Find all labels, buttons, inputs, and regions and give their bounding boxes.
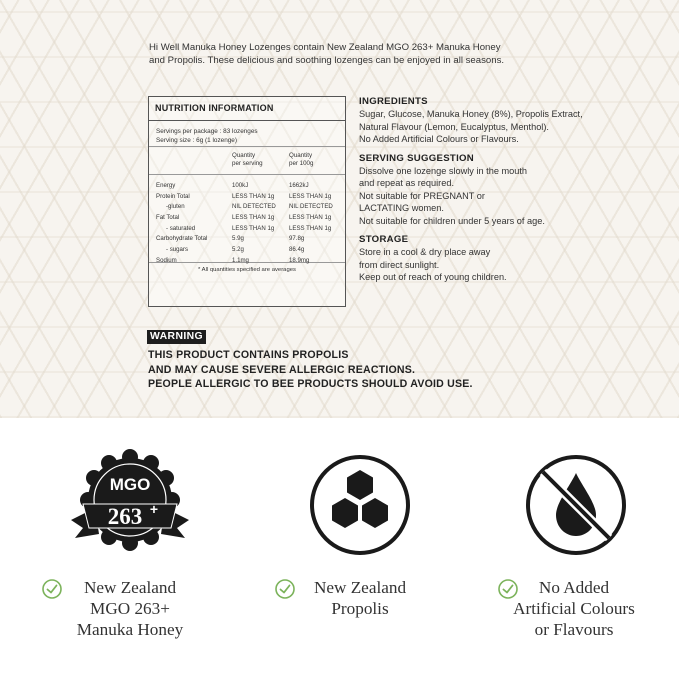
feature-mgo-line-3: Manuka Honey (76, 619, 184, 639)
feature-no-colours-line-2: Artificial Colours (513, 598, 635, 618)
nutrient-per-100g: NIL DETECTED (289, 203, 333, 211)
storage-line-1: Store in a cool & dry place away (359, 247, 491, 258)
intro-line-2: and Propolis. These delicious and soothing lozenges can be enjoyed in all seasons. (149, 55, 505, 66)
nutrition-row (149, 192, 345, 203)
warning-text (148, 348, 568, 392)
feature-propolis-text (260, 578, 460, 620)
nutrient-per-100g: LESS THAN 1g (289, 214, 332, 222)
warning-line-3: PEOPLE ALLERGIC TO BEE PRODUCTS SHOULD AVOID USE. (148, 378, 473, 390)
intro-text (149, 41, 549, 67)
product-details (359, 96, 619, 291)
nutrient-name: Fat Total (156, 214, 180, 222)
serving-section (359, 153, 619, 227)
feature-mgo-line-1: New Zealand (83, 578, 177, 597)
nutrition-title: NUTRITION INFORMATION (149, 97, 345, 121)
feature-mgo (30, 448, 230, 668)
nutrition-row (149, 181, 345, 192)
nutrition-row (149, 202, 345, 213)
ingredients-heading: INGREDIENTS (359, 96, 428, 107)
ingredients-line-3: No Added Artificial Colours or Flavours. (359, 134, 519, 145)
feature-no-colours-text (474, 578, 674, 640)
warning-label: WARNING (147, 330, 206, 344)
serving-info (149, 121, 345, 147)
nutrient-per-serving: LESS THAN 1g (232, 224, 275, 232)
ingredients-line-1: Sugar, Glucose, Manuka Honey (8%), Propolis Extract, (359, 109, 583, 120)
serving-text (359, 165, 619, 227)
serving-heading: SERVING SUGGESTION (359, 152, 475, 164)
serving-line-5: Not suitable for children under 5 years of age. (359, 215, 545, 226)
no-colour-drop-icon (480, 448, 679, 558)
nutrient-per-100g: LESS THAN 1g (289, 224, 332, 232)
nutrient-per-100g: 18.9mg (289, 256, 310, 264)
nutrition-table (148, 96, 346, 307)
nutrient-per-100g: 97.8g (289, 235, 305, 243)
badge-mgo-text: MGO (109, 475, 151, 494)
feature-mgo-text (30, 578, 230, 640)
nutrient-name: Energy (156, 182, 176, 189)
nutrient-per-100g: 86.4g (289, 246, 305, 254)
storage-heading: STORAGE (359, 234, 409, 246)
serving-line-3: Not suitable for PREGNANT or (359, 190, 485, 201)
serving-line-1: Dissolve one lozenge slowly in the mouth (359, 166, 528, 177)
honeycomb-icon (240, 448, 440, 558)
storage-section (359, 234, 619, 284)
per-100g-header-line-2: per 100g (289, 160, 314, 167)
badge-number-text: 263 (107, 504, 143, 529)
nutrition-footnote: * All quantities specified are averages (198, 267, 296, 273)
storage-text (359, 246, 619, 283)
per-100g-header-line-1: Quantity (289, 152, 313, 159)
nutrient-per-serving: NIL DETECTED (232, 203, 276, 211)
nutrient-name: - saturated (166, 224, 196, 232)
nutrition-row (149, 224, 345, 235)
nutrition-row (149, 234, 345, 245)
feature-propolis-line-2: Propolis (331, 598, 389, 618)
nutrient-name: Sodium (156, 256, 177, 264)
per-100g-header (289, 152, 313, 168)
nutrition-rows (149, 175, 345, 263)
nutrient-per-serving: 5.2g (232, 246, 244, 254)
per-serving-header (232, 152, 263, 168)
per-serving-header-line-1: Quantity (232, 152, 256, 159)
nutrient-per-serving: 5.9g (232, 235, 244, 243)
feature-no-colours-line-1: No Added (538, 578, 610, 597)
serving-size: Serving size : 6g (1 lozenge) (156, 137, 237, 144)
badge-plus-text: + (149, 501, 159, 517)
nutrient-name: - sugars (166, 246, 189, 254)
warning-line-1: THIS PRODUCT CONTAINS PROPOLIS (148, 349, 349, 361)
servings-per-package: Servings per package : 83 lozenges (156, 128, 258, 135)
ingredients-line-2: Natural Flavour (Lemon, Eucalyptus, Menthol). (359, 121, 549, 132)
nutrient-per-serving: LESS THAN 1g (232, 192, 275, 200)
nutrient-name: Protein Total (156, 192, 190, 200)
per-serving-header-line-2: per serving (232, 160, 263, 167)
nutrient-per-100g: 1662kJ (289, 182, 309, 189)
mgo-badge-graphic (65, 448, 195, 558)
feature-propolis-line-1: New Zealand (313, 578, 407, 597)
nutrient-per-serving: 100kJ (232, 182, 249, 189)
intro-line-1: Hi Well Manuka Honey Lozenges contain New Zealand MGO 263+ Manuka Honey (149, 42, 501, 53)
nutrition-column-headers (149, 147, 345, 175)
ingredients-text (359, 108, 619, 145)
warning-line-2: AND MAY CAUSE SEVERE ALLERGIC REACTIONS. (148, 363, 416, 376)
storage-line-2: from direct sunlight. (359, 259, 440, 270)
nutrient-name: -gluten (166, 203, 185, 211)
serving-line-4: LACTATING women. (359, 203, 444, 214)
feature-propolis (240, 448, 440, 668)
nutrient-per-serving: LESS THAN 1g (232, 214, 275, 222)
nutrient-per-100g: LESS THAN 1g (289, 192, 332, 200)
no-colour-drop-graphic (524, 453, 628, 557)
storage-line-3: Keep out of reach of young children. (359, 272, 507, 283)
feature-no-colours-line-3: or Flavours (534, 619, 614, 639)
nutrient-name: Carbohydrate Total (156, 235, 208, 243)
ingredients-section (359, 96, 619, 146)
mgo-badge-icon (30, 448, 230, 558)
nutrition-row (149, 245, 345, 256)
serving-line-2: and repeat as required. (359, 178, 455, 189)
feature-mgo-line-2: MGO 263+ (90, 598, 170, 618)
honeycomb-graphic (308, 453, 412, 557)
nutrient-per-serving: 1.1mg (232, 256, 249, 264)
nutrition-row (149, 213, 345, 224)
nutrition-row (149, 256, 345, 267)
feature-no-colours (480, 448, 679, 668)
